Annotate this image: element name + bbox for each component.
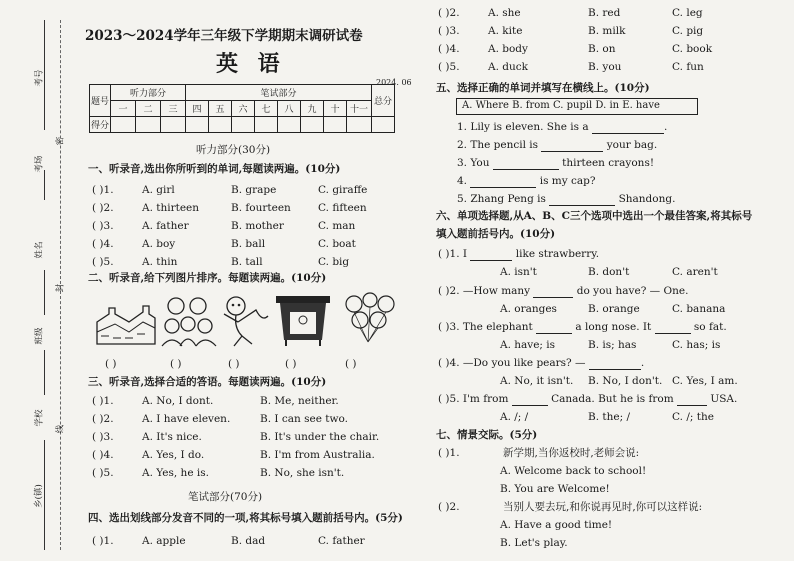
fill-blank[interactable] [533,285,573,298]
answer-paren[interactable]: ( )2. [438,501,460,513]
option-c: C. fifteen [318,202,367,214]
q5-title: 五、选择正确的单词并填写在横线上。(10分) [436,82,650,94]
q5-item [457,139,657,152]
answer-paren[interactable]: ( )1. [92,535,114,547]
seal-feng: 封 [55,283,66,293]
answer-paren[interactable]: ( )2. [92,413,114,425]
q1-title: 一、听录音,选出你所听到的单词,每题读两遍。(10分) [88,163,341,175]
answer-paren[interactable]: ( )1. [92,184,114,196]
score-row-label: 得分 [90,117,111,133]
option-b: B. tall [231,256,263,268]
score-cell[interactable] [301,117,324,133]
exam-title: 2023～2024学年三年级下学期期末调研试卷 [85,28,363,44]
fill-blank[interactable] [512,393,548,406]
fill-blank[interactable] [470,248,512,261]
q5-item [457,193,675,206]
option-c: C. man [318,220,356,232]
order-paren[interactable]: ( ) [345,358,357,370]
option-b: B. red [588,7,621,19]
option-b: B. You are Welcome! [500,483,610,495]
score-listening: 听力部分 [111,85,186,101]
option-a: A. Yes, I do. [142,449,205,461]
score-cell[interactable] [136,117,161,133]
option-a: A. thin [142,256,178,268]
q6-item [438,321,727,334]
q6-stem: a long nose. It [575,321,652,333]
q6-stem: do you have? — One. [576,285,689,297]
answer-paren[interactable]: ( )5. [438,61,460,73]
option-b: B. mother [231,220,284,232]
score-cell[interactable] [186,117,209,133]
option-b: B. grape [231,184,277,196]
option-c: C. fun [672,61,704,73]
q6-title: 六、单项选择题,从A、B、C三个选项中选出一个最佳答案,将其标号 [436,210,753,222]
order-paren[interactable]: ( ) [285,358,297,370]
score-col: 三 [161,101,186,117]
score-col: 四 [186,101,209,117]
option-b: B. is; has [588,339,637,351]
score-col: 一 [111,101,136,117]
score-cell[interactable] [209,117,232,133]
option-a: A. Yes, he is. [142,467,209,479]
option-a: A. girl [142,184,175,196]
answer-paren[interactable]: ( )2. [92,202,114,214]
option-b: B. Let's play. [500,537,568,549]
order-paren[interactable]: ( ) [105,358,117,370]
q6-stem: ( )4. —Do you like pears? — [438,357,586,369]
q5-text: your bag. [606,139,658,151]
q5-text: is my cap? [539,175,596,187]
label-kaohao: 考号 [34,69,45,87]
q5-item [457,157,654,170]
q5-text: Shandong. [618,193,676,205]
option-b: B. I'm from Australia. [260,449,375,461]
q5-text: thirteen crayons! [562,157,655,169]
option-a: A. /; / [500,411,529,423]
option-b: B. No, she isn't. [260,467,345,479]
q5-item [457,175,596,188]
answer-paren[interactable]: ( )4. [438,43,460,55]
great-wall-picture [95,292,157,348]
option-c: C. /; the [672,411,714,423]
q5-text: 5. Zhang Peng is [457,193,546,205]
fill-blank[interactable] [655,321,691,334]
fill-blank[interactable] [589,357,641,370]
score-table [89,84,395,133]
q6-title-cont: 填入题前括号内。(10分) [436,228,556,240]
score-col: 七 [255,101,278,117]
option-a: A. oranges [500,303,557,315]
option-b: B. Me, neither. [260,395,339,407]
family-picture [158,292,220,348]
option-a: A. isn't [500,266,537,278]
fill-blank[interactable] [536,321,572,334]
score-cell[interactable] [232,117,255,133]
q6-item [438,393,737,406]
answer-paren[interactable]: ( )1. [438,447,460,459]
answer-paren[interactable]: ( )3. [92,431,114,443]
option-a: A. apple [142,535,186,547]
option-c: C. father [318,535,365,547]
option-a: A. No, it isn't. [500,375,574,387]
q6-stem: like strawberry. [515,248,600,260]
fill-blank[interactable] [470,175,536,188]
score-cell[interactable] [347,117,372,133]
option-c: C. leg [672,7,703,19]
score-cell[interactable] [111,117,136,133]
option-c: C. book [672,43,713,55]
option-b: B. I can see two. [260,413,348,425]
q7-prompt: 新学期,当你返校时,老师会说: [503,447,640,459]
balloons-picture [340,292,402,348]
word-bank-options: A. Where B. from C. pupil D. in E. have [462,100,660,111]
option-a: A. kite [488,25,523,37]
listening-heading: 听力部分(30分) [196,144,271,156]
q7-title: 七、情景交际。(5分) [436,429,538,441]
answer-paren[interactable]: ( )3. [92,220,114,232]
label-xingming: 姓名 [34,241,45,259]
seal-xian: 线 [55,424,66,434]
option-b: B. the; / [588,411,630,423]
score-col: 十 [324,101,347,117]
option-b: B. ball [231,238,266,250]
score-cell[interactable] [324,117,347,133]
label-xiang: 乡(镇) [33,484,44,508]
score-col: 八 [278,101,301,117]
q3-title: 三、听录音,选择合适的答语。每题读两遍。(10分) [88,376,327,388]
chest-picture [272,292,334,348]
option-a: A. father [142,220,189,232]
option-c: C. boat [318,238,356,250]
option-c: C. giraffe [318,184,368,196]
subject-title: 英 语 [216,51,286,77]
q2-title: 二、听录音,给下列图片排序。每题读两遍。(10分) [88,272,327,284]
option-a: A. duck [488,61,528,73]
option-c: C. big [318,256,350,268]
monkey-picture [212,292,274,348]
label-banji: 班级 [34,327,45,345]
seal-mi: 密 [55,136,66,146]
q6-stem: USA. [710,393,738,405]
score-col: 二 [136,101,161,117]
score-col: 六 [232,101,255,117]
option-a: A. she [488,7,521,19]
fill-blank[interactable] [549,193,615,206]
option-c: C. Yes, I am. [672,375,738,387]
q5-text: . [663,121,668,133]
option-a: A. body [488,43,528,55]
option-a: A. Have a good time! [500,519,613,531]
score-cell[interactable] [255,117,278,133]
option-c: C. has; is [672,339,721,351]
fill-blank[interactable] [677,393,707,406]
order-paren[interactable]: ( ) [170,358,182,370]
option-b: B. It's under the chair. [260,431,380,443]
label-xuexiao: 学校 [34,409,45,427]
q5-item [457,121,667,134]
q6-item [438,248,599,261]
answer-paren[interactable]: ( )3. [438,25,460,37]
answer-paren[interactable]: ( )2. [438,7,460,19]
score-col: 五 [209,101,232,117]
answer-paren[interactable]: ( )5. [92,467,114,479]
answer-paren[interactable]: ( )4. [92,449,114,461]
score-col: 十一 [347,101,372,117]
written-heading: 笔试部分(70分) [188,491,263,503]
score-cell[interactable] [161,117,186,133]
option-b: B. don't [588,266,630,278]
score-total: 总分 [372,85,395,117]
exam-date: 2024. 06 [376,78,412,87]
option-c: C. pig [672,25,704,37]
option-a: A. boy [142,238,176,250]
option-b: B. orange [588,303,640,315]
option-b: B. fourteen [231,202,291,214]
option-b: B. on [588,43,616,55]
q5-text: 3. You [457,157,490,169]
q6-item [438,357,644,370]
order-paren[interactable]: ( ) [228,358,240,370]
score-written: 笔试部分 [186,85,372,101]
label-kaochang: 考场 [34,155,45,173]
q6-stem: ( )2. —How many [438,285,531,297]
option-a: A. No, I dont. [142,395,214,407]
score-cell[interactable] [372,117,395,133]
option-a: A. thirteen [142,202,200,214]
option-c: C. aren't [672,266,718,278]
q4-title: 四、选出划线部分发音不同的一项,将其标号填入题前括号内。(5分) [88,512,403,524]
q6-stem: Canada. But he is from [551,393,674,405]
score-row-label: 题号 [90,85,111,117]
answer-paren[interactable]: ( )1. [92,395,114,407]
option-a: A. I have eleven. [142,413,231,425]
score-cell[interactable] [278,117,301,133]
fill-blank[interactable] [493,157,559,170]
answer-paren[interactable]: ( )4. [92,238,114,250]
option-b: B. milk [588,25,626,37]
fill-blank[interactable] [541,139,603,152]
q6-stem: ( )3. The elephant [438,321,533,333]
q5-text: 4. [457,175,468,187]
score-col: 九 [301,101,324,117]
q5-text: 2. The pencil is [457,139,539,151]
option-a: A. have; is [500,339,556,351]
q6-stem: . [640,357,645,369]
q7-prompt: 当别人要去玩,和你说再见时,你可以这样说: [503,501,703,513]
option-b: B. you [588,61,622,73]
option-a: A. It's nice. [142,431,202,443]
q6-stem: ( )1. I [438,248,468,260]
q5-text: 1. Lily is eleven. She is a [457,121,589,133]
q6-stem: so fat. [693,321,727,333]
option-a: A. Welcome back to school! [500,465,647,477]
option-c: C. banana [672,303,726,315]
q6-stem: ( )5. I'm from [438,393,509,405]
option-b: B. No, I don't. [588,375,663,387]
q6-item [438,285,688,298]
option-b: B. dad [231,535,266,547]
fill-blank[interactable] [592,121,664,134]
answer-paren[interactable]: ( )5. [92,256,114,268]
